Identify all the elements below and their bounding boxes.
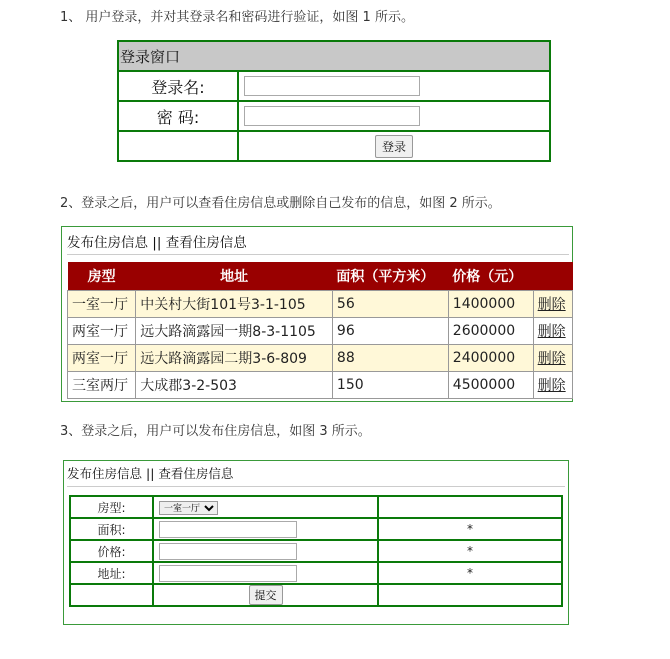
delete-link[interactable]: 删除 [533, 318, 572, 345]
area-label: 面积: [70, 518, 153, 540]
cell-area: 56 [332, 291, 448, 318]
publish-nav [67, 464, 233, 482]
header-action [533, 262, 572, 291]
publish-form [69, 495, 563, 607]
cell-type: 两室一厅 [68, 318, 136, 345]
table-row [68, 372, 573, 399]
username-label: 登录名: [118, 71, 238, 101]
address-required-mark: * [378, 562, 562, 584]
cell-price: 4500000 [448, 372, 533, 399]
publish-panel [63, 460, 569, 625]
type-label: 房型: [70, 496, 153, 518]
house-list-panel [61, 226, 573, 402]
table-row [68, 345, 573, 372]
header-type: 房型 [68, 262, 136, 291]
paragraph-3: 3、登录之后，用户可以发布住房信息，如图 3 所示。 [60, 424, 371, 439]
delete-link[interactable]: 删除 [533, 345, 572, 372]
paragraph-1: 1、 用户登录，并对其登录名和密码进行验证，如图 1 所示。 [60, 10, 414, 25]
nav-separator: || [152, 235, 162, 251]
address-input[interactable] [159, 565, 297, 582]
login-button[interactable]: 登录 [375, 135, 413, 158]
address-label: 地址: [70, 562, 153, 584]
table-row [68, 318, 573, 345]
divider [67, 254, 569, 255]
paragraph-2: 2、登录之后，用户可以查看住房信息或删除自己发布的信息，如图 2 所示。 [60, 196, 501, 211]
cell-address: 大成郡3-2-503 [136, 372, 333, 399]
view-link[interactable]: 查看住房信息 [165, 235, 247, 251]
cell-address: 中关村大街101号3-1-105 [136, 291, 333, 318]
cell-type: 一室一厅 [68, 291, 136, 318]
area-required-mark: * [378, 518, 562, 540]
area-input[interactable] [159, 521, 297, 538]
price-input[interactable] [159, 543, 297, 560]
cell-area: 96 [332, 318, 448, 345]
house-table [67, 262, 573, 399]
login-form [117, 40, 551, 162]
header-price: 价格（元） [448, 262, 533, 291]
publish-link[interactable]: 发布住房信息 [67, 235, 148, 251]
price-required-mark: * [378, 540, 562, 562]
username-input[interactable] [244, 76, 420, 96]
password-input[interactable] [244, 106, 420, 126]
type-select[interactable] [159, 501, 218, 515]
cell-price: 2400000 [448, 345, 533, 372]
publish-link[interactable]: 发布住房信息 [67, 466, 143, 481]
header-address: 地址 [136, 262, 333, 291]
cell-area: 88 [332, 345, 448, 372]
nav-separator: || [146, 466, 155, 481]
password-label: 密 码: [118, 101, 238, 131]
cell-address: 远大路滴露园一期8-3-1105 [136, 318, 333, 345]
cell-type: 两室一厅 [68, 345, 136, 372]
type-note [378, 496, 562, 518]
cell-price: 1400000 [448, 291, 533, 318]
cell-area: 150 [332, 372, 448, 399]
empty-cell [378, 584, 562, 606]
view-link[interactable]: 查看住房信息 [158, 466, 234, 481]
table-row [68, 291, 573, 318]
empty-cell [70, 584, 153, 606]
login-title: 登录窗口 [118, 41, 550, 71]
divider [67, 486, 565, 487]
header-area: 面积（平方米） [332, 262, 448, 291]
list-nav [67, 231, 247, 251]
login-empty-cell [118, 131, 238, 161]
price-label: 价格: [70, 540, 153, 562]
cell-address: 远大路滴露园二期3-6-809 [136, 345, 333, 372]
table-header-row [68, 262, 573, 291]
cell-type: 三室两厅 [68, 372, 136, 399]
submit-button[interactable]: 提交 [249, 585, 283, 605]
cell-price: 2600000 [448, 318, 533, 345]
delete-link[interactable]: 删除 [533, 372, 572, 399]
delete-link[interactable]: 删除 [533, 291, 572, 318]
